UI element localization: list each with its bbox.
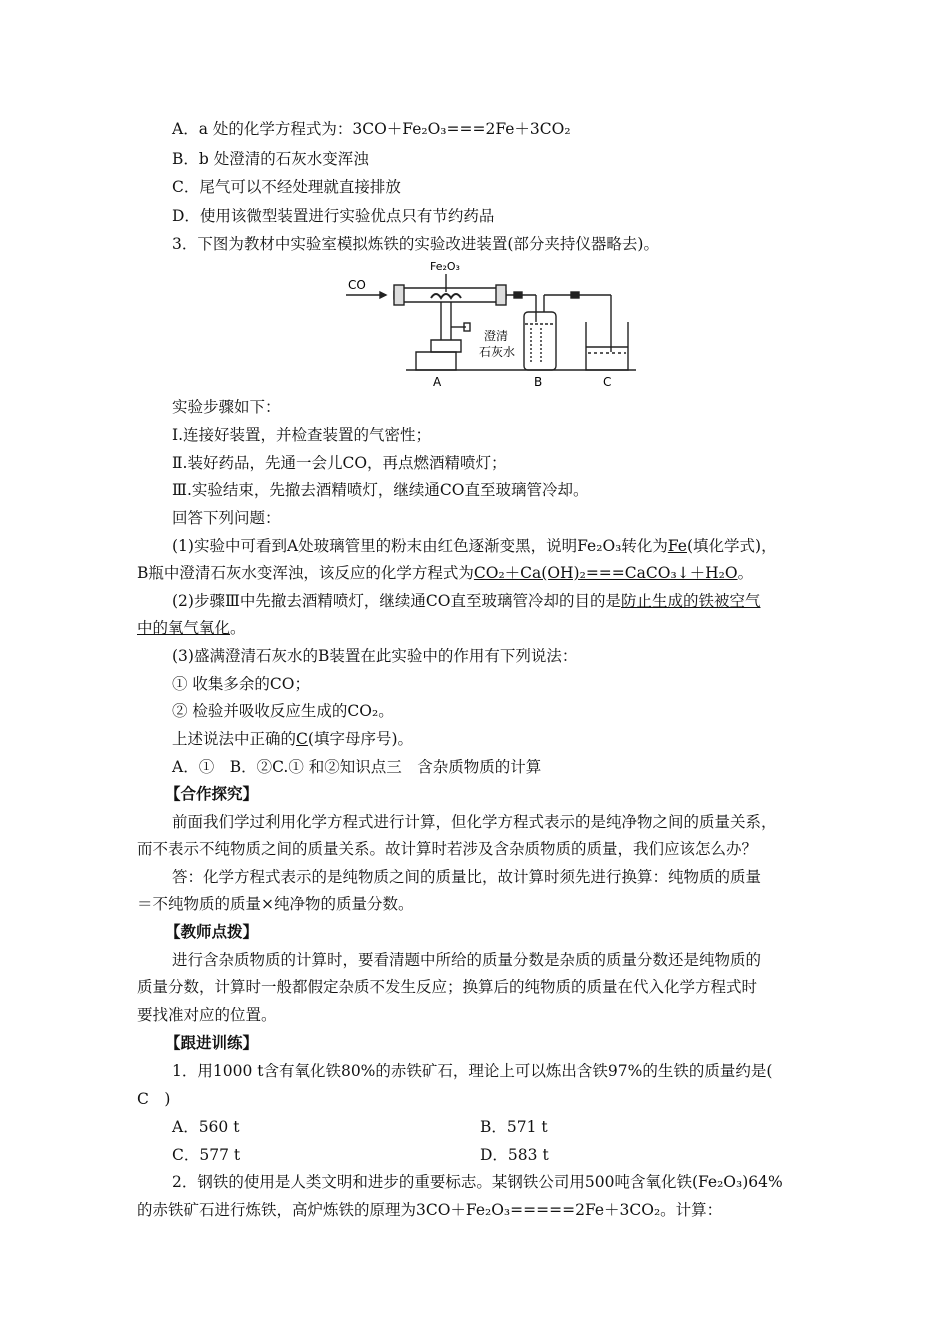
- part-2-line-2: 中的氧气氧化。: [137, 619, 246, 637]
- correct-answer-line: 上述说法中正确的C(填字母序号)。: [172, 730, 413, 748]
- train-q1-line-2: C ): [137, 1090, 171, 1108]
- part-2-line-1: (2)步骤Ⅲ中先撤去酒精喷灯，继续通CO直至玻璃管冷却的目的是防止生成的铁被空气: [172, 592, 761, 610]
- train-option-a: A．560 t: [172, 1118, 240, 1136]
- label-c: C: [603, 375, 612, 389]
- train-option-d: D．583 t: [480, 1146, 549, 1164]
- choices-line: A．① B．②C.① 和②知识点三 含杂质物质的计算: [172, 758, 542, 776]
- step-2: Ⅱ.装好药品，先通一会儿CO，再点燃酒精喷灯；: [172, 454, 507, 472]
- answer-text-2: ＝不纯物质的质量×纯净物的质量分数。: [137, 895, 414, 913]
- limewater-label-2: 石灰水: [479, 345, 516, 359]
- teacher-text-2: 质量分数，计算时一般都假定杂质不发生反应；换算后的纯物质的质量在代入化学方程式时: [137, 978, 758, 996]
- step-3: Ⅲ.实验结束，先撤去酒精喷灯，继续通CO直至玻璃管冷却。: [172, 481, 589, 499]
- coop-text-2: 而不表示不纯物质之间的质量关系。故计算时若涉及含杂质物质的质量，我们应该怎么办？: [137, 840, 758, 858]
- limewater-label-1: 澄清: [484, 329, 509, 343]
- label-b: B: [534, 375, 543, 389]
- answer-c: C: [296, 730, 308, 748]
- co-label: CO: [348, 278, 366, 292]
- option-d: D．使用该微型装置进行实验优点只有节约药品: [172, 207, 495, 225]
- statement-2: ② 检验并吸收反应生成的CO₂。: [172, 702, 394, 720]
- teacher-title: 【教师点拨】: [165, 922, 259, 941]
- question-3-stem: 3．下图为教材中实验室模拟炼铁的实验改进装置(部分夹持仪器略去)。: [172, 235, 659, 253]
- train-q2-line-2: 的赤铁矿石进行炼铁，高炉炼铁的原理为3CO＋Fe₂O₃=====2Fe＋3CO₂。计算：: [137, 1201, 723, 1219]
- teacher-text-1: 进行含杂质物质的计算时，要看清题中所给的质量分数是杂质的质量分数还是纯物质的: [172, 951, 762, 969]
- step-1: Ⅰ.连接好装置，并检查装置的气密性；: [172, 426, 432, 444]
- option-b: B．b 处澄清的石灰水变浑浊: [172, 150, 369, 168]
- apparatus-figure: [336, 252, 636, 397]
- train-option-b: B．571 t: [480, 1118, 548, 1136]
- coop-text-1: 前面我们学过利用化学方程式进行计算，但化学方程式表示的是纯净物之间的质量关系，: [172, 813, 777, 831]
- train-q2-line-1: 2．钢铁的使用是人类文明和进步的重要标志。某钢铁公司用500吨含氧化铁(Fe₂O₃)64%: [172, 1173, 783, 1191]
- statement-1: ① 收集多余的CO；: [172, 675, 310, 693]
- label-a: A: [433, 375, 442, 389]
- steps-title: 实验步骤如下：: [172, 398, 281, 416]
- coop-title: 【合作探究】: [165, 784, 259, 803]
- answer-equation: CO₂＋Ca(OH)₂===CaCO₃↓＋H₂O: [473, 564, 738, 582]
- answer-purpose-2: 中的氧气氧化: [137, 619, 231, 637]
- option-c: C．尾气可以不经处理就直接排放: [172, 178, 401, 196]
- answer-text-1: 答：化学方程式表示的是纯物质之间的质量比，故计算时须先进行换算：纯物质的质量: [172, 868, 762, 886]
- option-a: A．a 处的化学方程式为：3CO＋Fe₂O₃===2Fe＋3CO₂: [172, 120, 571, 138]
- teacher-text-3: 要找准对应的位置。: [137, 1006, 277, 1024]
- answer-title: 回答下列问题：: [172, 509, 281, 527]
- train-q1-line-1: 1．用1000 t含有氧化铁80%的赤铁矿石，理论上可以炼出含铁97%的生铁的质量约是(: [172, 1062, 773, 1080]
- train-option-c: C．577 t: [172, 1146, 241, 1164]
- fe2o3-label: Fe₂O₃: [430, 260, 460, 273]
- answer-fe: Fe: [667, 537, 687, 555]
- train-title: 【跟进训练】: [165, 1033, 259, 1052]
- part-1-line-2: B瓶中澄清石灰水变浑浊，该反应的化学方程式为CO₂＋Ca(OH)₂===CaCO₃↓＋H₂O。: [137, 564, 754, 582]
- answer-purpose-1: 防止生成的铁被空气: [620, 592, 761, 610]
- part-1-line-1: (1)实验中可看到A处玻璃管里的粉末由红色逐渐变黑，说明Fe₂O₃转化为Fe(填化学式)，: [172, 537, 777, 555]
- part-3: (3)盛满澄清石灰水的B装置在此实验中的作用有下列说法：: [172, 647, 578, 665]
